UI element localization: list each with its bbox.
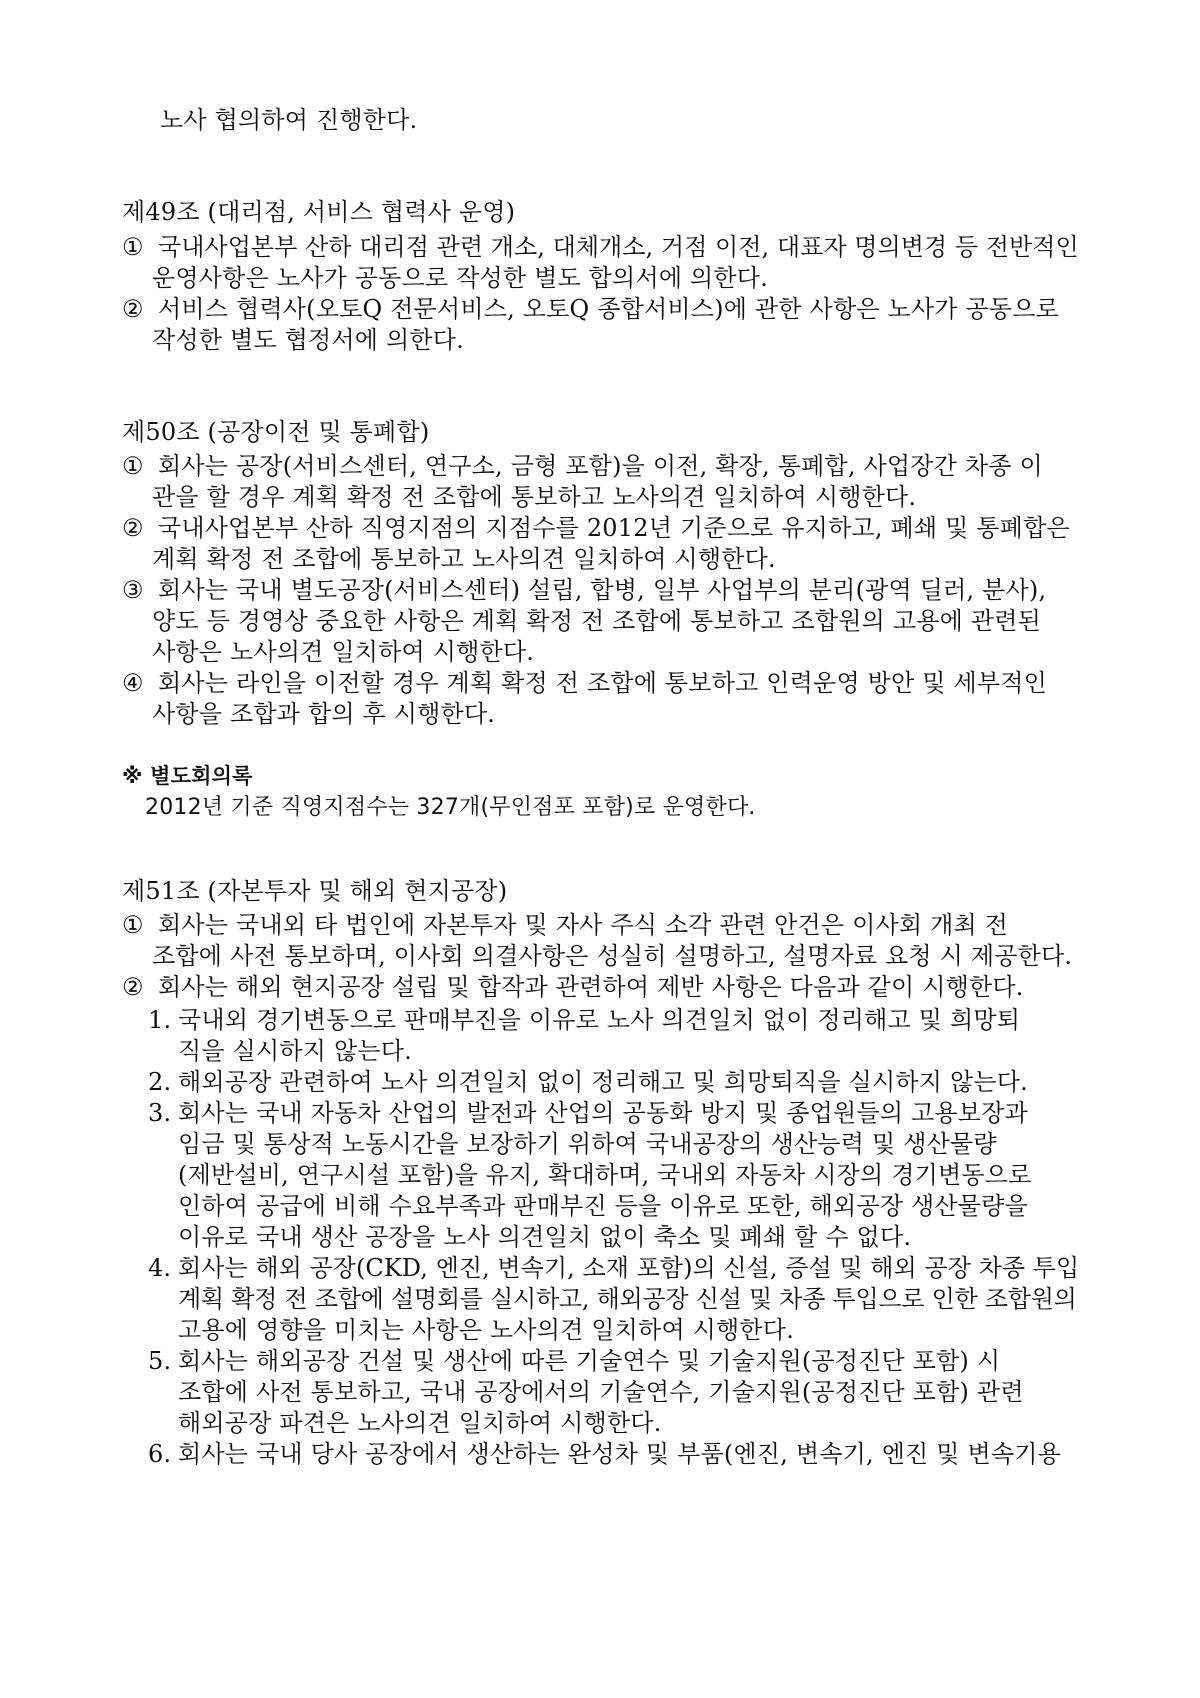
article-51-title: 제51조 (자본투자 및 해외 현지공장) (122, 877, 508, 905)
sub-item-5 (148, 1345, 1000, 1377)
sub-item-number: 5. (148, 1347, 172, 1375)
article-49-item-2-cont: 작성한 별도 협정서에 의한다. (152, 326, 464, 354)
item-number: ① (122, 452, 144, 480)
article-50-item-4-cont: 사항을 조합과 합의 후 시행한다. (152, 700, 496, 728)
sub-item-number: 3. (148, 1099, 172, 1127)
item-number: ① (122, 233, 144, 261)
article-50-item-1 (122, 450, 1043, 482)
item-text: 회사는 해외 현지공장 설립 및 합작과 관련하여 제반 사항은 다음과 같이 시행한다. (158, 973, 1024, 1001)
item-text: 회사는 공장(서비스센터, 연구소, 금형 포함)을 이전, 확장, 통폐합, 사업장간 차종 이 (158, 452, 1043, 480)
sub-item-number: 2. (148, 1068, 172, 1096)
sub-item-6 (148, 1438, 1061, 1470)
article-51-item-1 (122, 909, 1008, 941)
article-50-title: 제50조 (공장이전 및 통폐합) (122, 418, 430, 446)
item-text: 회사는 국내 별도공장(서비스센터) 설립, 합병, 일부 사업부의 분리(광역 딜러, 분사), (158, 576, 1047, 604)
item-number: ② (122, 973, 144, 1001)
article-51-item-2 (122, 971, 1024, 1003)
article-50-item-3 (122, 574, 1046, 606)
sub-item-5-cont: 해외공장 파견은 노사의견 일치하여 시행한다. (178, 1409, 662, 1437)
sub-item-1-cont: 직을 실시하지 않는다. (178, 1037, 412, 1065)
item-number: ② (122, 295, 144, 323)
item-number: ③ (122, 576, 144, 604)
item-number: ① (122, 911, 144, 939)
sub-item-text: 회사는 해외 공장(CKD, 엔진, 변속기, 소재 포함)의 신설, 증설 및 해외 공장 차종 투입 (178, 1254, 1080, 1282)
article-51-item-1-cont: 조합에 사전 통보하며, 이사회 의결사항은 성실히 설명하고, 설명자료 요청 시 제공한다. (152, 942, 1073, 970)
sub-item-1 (148, 1004, 1020, 1036)
sub-item-3-cont: 인하여 공급에 비해 수요부족과 판매부진 등을 이유로 또한, 해외공장 생산물량을 (178, 1192, 1028, 1220)
sub-item-3 (148, 1097, 1028, 1129)
sub-item-4 (148, 1252, 1079, 1284)
item-text: 국내사업본부 산하 대리점 관련 개소, 대체개소, 거점 이전, 대표자 명의변경 등 전반적인 (158, 233, 1079, 261)
article-50-item-2-cont: 계획 확정 전 조합에 통보하고 노사의견 일치하여 시행한다. (152, 545, 776, 573)
sub-item-3-cont: (제반설비, 연구시설 포함)을 유지, 확대하며, 국내외 자동차 시장의 경기변동으로 (178, 1161, 1032, 1189)
sub-item-text: 해외공장 관련하여 노사 의견일치 없이 정리해고 및 희망퇴직을 실시하지 않는다. (178, 1068, 1028, 1096)
sub-item-text: 국내외 경기변동으로 판매부진을 이유로 노사 의견일치 없이 정리해고 및 희망퇴 (178, 1006, 1021, 1034)
sub-item-2 (148, 1066, 1028, 1098)
article-50-item-1-cont: 관을 할 경우 계획 확정 전 조합에 통보하고 노사의견 일치하여 시행한다. (152, 483, 917, 511)
article-50-item-3-cont: 양도 등 경영상 중요한 사항은 계획 확정 전 조합에 통보하고 조합원의 고용에 관련된 (152, 607, 1042, 635)
note-body: 2012년 기준 직영지점수는 327개(무인점포 포함)로 운영한다. (145, 795, 756, 820)
sub-item-number: 4. (148, 1254, 171, 1282)
item-text: 서비스 협력사(오토Q 전문서비스, 오토Q 종합서비스)에 관한 사항은 노사가 공동으로 (158, 295, 1060, 323)
sub-item-text: 회사는 해외공장 건설 및 생산에 따른 기술연수 및 기술지원(공정진단 포함) 시 (178, 1347, 1001, 1375)
sub-item-text: 회사는 국내 당사 공장에서 생산하는 완성차 및 부품(엔진, 변속기, 엔진 및 변속기용 (178, 1440, 1062, 1468)
sub-item-3-cont: 임금 및 통상적 노동시간을 보장하기 위하여 국내공장의 생산능력 및 생산물량 (178, 1130, 997, 1158)
note-title: ※ 별도회의록 (122, 764, 253, 788)
sub-item-4-cont: 계획 확정 전 조합에 설명회를 실시하고, 해외공장 신설 및 차종 투입으로 인한 조합원의 (178, 1285, 1077, 1313)
item-text: 국내사업본부 산하 직영지점의 지점수를 2012년 기준으로 유지하고, 폐쇄 및 통폐합은 (158, 514, 1070, 542)
sub-item-text: 회사는 국내 자동차 산업의 발전과 산업의 공동화 방지 및 종업원들의 고용보장과 (178, 1099, 1028, 1127)
sub-item-3-cont: 이유로 국내 생산 공장을 노사 의견일치 없이 축소 및 폐쇄 할 수 없다. (178, 1223, 912, 1251)
article-49-item-1-cont: 운영사항은 노사가 공동으로 작성한 별도 합의서에 의한다. (152, 264, 769, 292)
item-text: 회사는 라인을 이전할 경우 계획 확정 전 조합에 통보하고 인력운영 방안 및 세부적인 (158, 669, 1048, 697)
article-50-item-2 (122, 512, 1070, 544)
article-50-item-3-cont: 사항은 노사의견 일치하여 시행한다. (152, 638, 535, 666)
item-text: 회사는 국내외 타 법인에 자본투자 및 자사 주식 소각 관련 안건은 이사회 개최 전 (158, 911, 1009, 939)
article-49-title: 제49조 (대리점, 서비스 협력사 운영) (122, 198, 516, 226)
sub-item-number: 6. (148, 1440, 172, 1468)
continuation-text: 노사 협의하여 진행한다. (160, 106, 418, 134)
sub-item-5-cont: 조합에 사전 통보하고, 국내 공장에서의 기술연수, 기술지원(공정진단 포함) 관련 (178, 1378, 1024, 1406)
item-number: ② (122, 514, 144, 542)
article-50-item-4 (122, 667, 1047, 699)
article-49-item-2 (122, 293, 1059, 325)
article-49-item-1 (122, 231, 1079, 263)
sub-item-4-cont: 고용에 영향을 미치는 사항은 노사의견 일치하여 시행한다. (178, 1316, 795, 1344)
item-number: ④ (122, 669, 144, 697)
sub-item-number: 1. (148, 1006, 172, 1034)
